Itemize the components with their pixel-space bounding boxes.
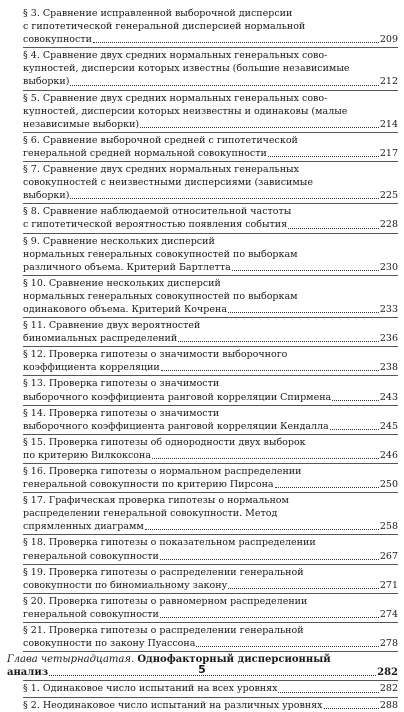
toc-entry-line: генеральной совокупности bbox=[23, 608, 159, 620]
toc-entry-page: 278 bbox=[379, 638, 398, 650]
toc-entry-page: 236 bbox=[379, 333, 398, 345]
toc-entry-line: § 1. Одинаковое число испытаний на всех уровнях bbox=[23, 683, 278, 695]
entry-divider bbox=[23, 680, 398, 681]
toc-entry-page: 214 bbox=[379, 118, 398, 130]
toc-entry-last-line bbox=[23, 550, 398, 563]
toc-entry-title bbox=[23, 624, 398, 650]
toc-entry-line: § 5. Сравнение двух средних нормальных генеральных сово- bbox=[23, 92, 328, 104]
toc-entry[interactable] bbox=[7, 235, 398, 274]
toc-entry-line: генеральной средней нормальной совокупности bbox=[23, 147, 267, 159]
toc-entry-line: § 3. Сравнение исправленной выборочной дисперсии bbox=[23, 8, 293, 19]
toc-entry-line: биномиальных распределений bbox=[23, 333, 178, 345]
toc-entry-last-line bbox=[23, 637, 398, 650]
dot-leader bbox=[275, 487, 379, 488]
toc-entry-line: § 21. Проверка гипотезы о распределении генеральной bbox=[23, 625, 304, 637]
toc-entry-title bbox=[23, 536, 398, 562]
toc-entry[interactable] bbox=[7, 377, 398, 403]
toc-entry-line: спрямленных диаграмм bbox=[23, 521, 144, 533]
toc-entry-title bbox=[23, 49, 398, 88]
toc-entry-page: 243 bbox=[379, 391, 398, 403]
toc-entry[interactable] bbox=[7, 465, 398, 491]
toc-entry-page: 271 bbox=[379, 579, 398, 591]
entry-divider bbox=[23, 132, 398, 133]
dot-leader bbox=[232, 270, 379, 271]
toc-entry-line: § 4. Сравнение двух средних нормальных генеральных сово- bbox=[23, 50, 328, 62]
toc-entry-last-line bbox=[23, 75, 398, 88]
toc-entry-last-line bbox=[23, 218, 398, 231]
toc-entry-page: 245 bbox=[379, 420, 398, 432]
dot-leader bbox=[268, 156, 379, 157]
toc-entry-title bbox=[23, 699, 398, 712]
toc-entry-page: 288 bbox=[379, 699, 398, 711]
toc-entry-page: 209 bbox=[379, 34, 398, 46]
toc-entry-title bbox=[23, 465, 398, 491]
toc-entry-line: выборки) bbox=[23, 190, 70, 202]
entry-divider bbox=[23, 375, 398, 376]
toc-entry-last-line bbox=[23, 361, 398, 374]
toc-entry-line: независимые выборки) bbox=[23, 118, 140, 130]
chapter-title: анализ bbox=[7, 667, 49, 679]
toc-entry-line: генеральной совокупности bbox=[23, 550, 159, 562]
toc-entry-title bbox=[23, 494, 398, 533]
toc-entry-title bbox=[23, 407, 398, 433]
toc-entry-page: 228 bbox=[379, 219, 398, 231]
toc-entry-last-line bbox=[23, 682, 398, 695]
toc-entry[interactable] bbox=[7, 624, 398, 650]
toc-entry-line: с гипотетической вероятностью появления события bbox=[23, 219, 288, 231]
toc-entry[interactable] bbox=[7, 319, 398, 345]
toc-entry-page: 267 bbox=[379, 550, 398, 562]
toc-entry-last-line bbox=[23, 33, 398, 46]
toc-entry-line: нормальных генеральных совокупностей по выборкам bbox=[23, 248, 298, 260]
entry-divider bbox=[23, 203, 398, 204]
toc-entry-line: § 13. Проверка гипотезы о значимости bbox=[23, 378, 220, 390]
toc-entry-last-line bbox=[23, 118, 398, 131]
toc-entry-title bbox=[23, 205, 398, 231]
toc-entry[interactable] bbox=[7, 494, 398, 533]
toc-entry-line: одинакового объема. Критерий Кочрена bbox=[23, 303, 227, 315]
toc-entry-last-line bbox=[23, 579, 398, 592]
toc-entry-line: § 9. Сравнение нескольких дисперсий bbox=[23, 235, 215, 247]
toc-entry-last-line bbox=[23, 332, 398, 345]
toc-entry-title bbox=[23, 7, 398, 46]
toc-entry-page: 233 bbox=[379, 303, 398, 315]
toc-entry-title bbox=[23, 436, 398, 462]
toc-entry-last-line bbox=[23, 478, 398, 491]
toc-entry-page: 217 bbox=[379, 147, 398, 159]
toc-entry-line: § 8. Сравнение наблюдаемой относительной частоты bbox=[23, 206, 292, 218]
toc-entry-last-line bbox=[23, 449, 398, 462]
toc-entry-line: § 16. Проверка гипотезы о нормальном распределении bbox=[23, 466, 302, 477]
toc-entry[interactable] bbox=[7, 163, 398, 202]
dot-leader bbox=[324, 708, 379, 709]
entry-divider bbox=[23, 593, 398, 594]
toc-entry[interactable] bbox=[7, 682, 398, 695]
chapter-label: Глава четырнадцатая. bbox=[7, 654, 135, 666]
toc-entry-page: 258 bbox=[379, 521, 398, 533]
entry-divider bbox=[23, 492, 398, 493]
toc-entry-line: § 18. Проверка гипотезы о показательном распределении bbox=[23, 537, 316, 549]
toc-entry-title bbox=[23, 235, 398, 274]
dot-leader bbox=[70, 85, 378, 86]
toc-entry[interactable] bbox=[7, 92, 398, 131]
toc-entry-line: купностей, дисперсии которых неизвестны и одинаковы (малые bbox=[23, 105, 348, 117]
toc-entry-line: § 11. Сравнение двух вероятностей bbox=[23, 320, 201, 332]
toc-entry-title bbox=[23, 163, 398, 202]
toc-entry-line: различного объема. Критерий Бартлетта bbox=[23, 261, 231, 273]
toc-entry-page: 282 bbox=[379, 683, 398, 695]
dot-leader bbox=[178, 341, 379, 342]
dot-leader bbox=[288, 228, 379, 229]
dot-leader bbox=[152, 458, 379, 459]
toc-entry-line: выборочного коэффициента ранговой корреляции Кендалла bbox=[23, 420, 329, 432]
toc-entry-line: купностей, дисперсии которых известны (большие независимые bbox=[23, 63, 350, 75]
toc-entry-page: 230 bbox=[379, 261, 398, 273]
toc-entry[interactable] bbox=[7, 277, 398, 316]
entry-divider bbox=[23, 275, 398, 276]
toc-entry-line: § 12. Проверка гипотезы о значимости выборочного bbox=[23, 349, 288, 361]
toc-entry-title bbox=[23, 682, 398, 695]
toc-entry-page: 212 bbox=[379, 76, 398, 88]
dot-leader bbox=[70, 198, 378, 199]
toc-entry-line: § 17. Графическая проверка гипотезы о нормальном bbox=[23, 495, 289, 507]
toc-entry-title bbox=[23, 377, 398, 403]
toc-entry-line: совокупностей с неизвестными дисперсиями (зависимые bbox=[23, 177, 313, 189]
toc-entry-line: с гипотетической генеральной дисперсией нормальной bbox=[23, 21, 306, 33]
entry-divider bbox=[23, 233, 398, 234]
toc-entry-title bbox=[23, 348, 398, 374]
dot-leader bbox=[196, 646, 379, 647]
toc-entry-line: нормальных генеральных совокупностей по выборкам bbox=[23, 290, 298, 302]
toc-entry-line: совокупности по биномиальному закону bbox=[23, 579, 228, 591]
toc-entry-title bbox=[23, 319, 398, 345]
toc-entry-page: 250 bbox=[379, 479, 398, 491]
toc-entry-last-line bbox=[23, 391, 398, 404]
toc-entry[interactable] bbox=[7, 348, 398, 374]
toc-entry-line: по критерию Вилкоксона bbox=[23, 449, 151, 461]
dot-leader bbox=[140, 127, 379, 128]
toc-entry-line: § 15. Проверка гипотезы об однородности двух выборок bbox=[23, 436, 306, 448]
entry-divider bbox=[23, 161, 398, 162]
toc-entry-line: § 6. Сравнение выборочной средней с гипотетической bbox=[23, 134, 298, 146]
entry-divider bbox=[23, 317, 398, 318]
toc-entry-line: коэффициента корреляции bbox=[23, 362, 160, 374]
toc-entry-last-line bbox=[23, 303, 398, 316]
toc-entry[interactable] bbox=[7, 49, 398, 88]
toc-entry[interactable] bbox=[7, 7, 398, 46]
toc-entry-title bbox=[23, 134, 398, 160]
entry-divider bbox=[23, 622, 398, 623]
toc-entry-last-line bbox=[23, 189, 398, 202]
toc-entry-title bbox=[23, 566, 398, 592]
toc-entry-title bbox=[23, 595, 398, 621]
entry-divider bbox=[23, 697, 398, 698]
toc-entry[interactable] bbox=[7, 134, 398, 160]
toc-entry-last-line bbox=[23, 520, 398, 533]
toc-entry-line: распределении генеральной совокупности. Метод bbox=[23, 508, 278, 520]
entry-divider bbox=[23, 534, 398, 535]
toc-entry-last-line bbox=[23, 420, 398, 433]
toc-entry-last-line bbox=[23, 147, 398, 160]
toc-entry-last-line bbox=[23, 261, 398, 274]
toc-entry[interactable] bbox=[7, 595, 398, 621]
toc-entry-last-line bbox=[23, 608, 398, 621]
entry-divider bbox=[23, 47, 398, 48]
toc-entry-title bbox=[23, 92, 398, 131]
entry-divider bbox=[23, 463, 398, 464]
dot-leader bbox=[330, 429, 379, 430]
toc-entry-page: 238 bbox=[379, 362, 398, 374]
dot-leader bbox=[332, 400, 379, 401]
toc-entry-title bbox=[23, 277, 398, 316]
toc-entry-line: выборки) bbox=[23, 76, 70, 88]
toc-entry-line: совокупности bbox=[23, 34, 92, 46]
chapter-title: Однофакторный дисперсионный bbox=[137, 654, 331, 666]
toc-entry-page: 246 bbox=[379, 449, 398, 461]
toc-entry-line: § 19. Проверка гипотезы о распределении генеральной bbox=[23, 566, 304, 578]
toc-entry-line: совокупности по закону Пуассона bbox=[23, 638, 196, 650]
entry-divider bbox=[23, 651, 398, 652]
toc-entry-line: генеральной совокупности по критерию Пирсона bbox=[23, 479, 274, 491]
dot-leader bbox=[161, 370, 379, 371]
entry-divider bbox=[23, 346, 398, 347]
dot-leader bbox=[160, 559, 379, 560]
toc-entry-line: § 10. Сравнение нескольких дисперсий bbox=[23, 277, 221, 289]
toc-entry[interactable] bbox=[7, 407, 398, 433]
chapter-page: 282 bbox=[377, 667, 398, 679]
entry-divider bbox=[23, 405, 398, 406]
toc-entry[interactable] bbox=[7, 566, 398, 592]
entry-divider bbox=[23, 564, 398, 565]
dot-leader bbox=[145, 529, 379, 530]
dot-leader bbox=[278, 692, 378, 693]
toc-entry-page: 274 bbox=[379, 608, 398, 620]
toc-entry-page: 225 bbox=[379, 190, 398, 202]
toc-entry-line: § 2. Неодинаковое число испытаний на различных уровнях bbox=[23, 699, 323, 711]
entry-divider bbox=[23, 434, 398, 435]
entry-divider bbox=[23, 90, 398, 91]
toc-entry-line: выборочного коэффициента ранговой корреляции Спирмена bbox=[23, 391, 332, 403]
toc-entry[interactable] bbox=[7, 536, 398, 562]
table-of-contents bbox=[7, 7, 398, 712]
toc-entry[interactable] bbox=[7, 436, 398, 462]
toc-entry-line: § 7. Сравнение двух средних нормальных генеральных bbox=[23, 164, 299, 176]
dot-leader bbox=[93, 42, 379, 43]
dot-leader bbox=[228, 312, 379, 313]
dot-leader bbox=[160, 617, 379, 618]
toc-entry[interactable] bbox=[7, 699, 398, 712]
toc-entry[interactable] bbox=[7, 205, 398, 231]
dot-leader bbox=[228, 588, 379, 589]
page-number: 5 bbox=[198, 663, 206, 676]
toc-entry-line: § 20. Проверка гипотезы о равномерном распределении bbox=[23, 595, 308, 607]
toc-entry-last-line bbox=[23, 699, 398, 712]
toc-entry-line: § 14. Проверка гипотезы о значимости bbox=[23, 407, 220, 419]
